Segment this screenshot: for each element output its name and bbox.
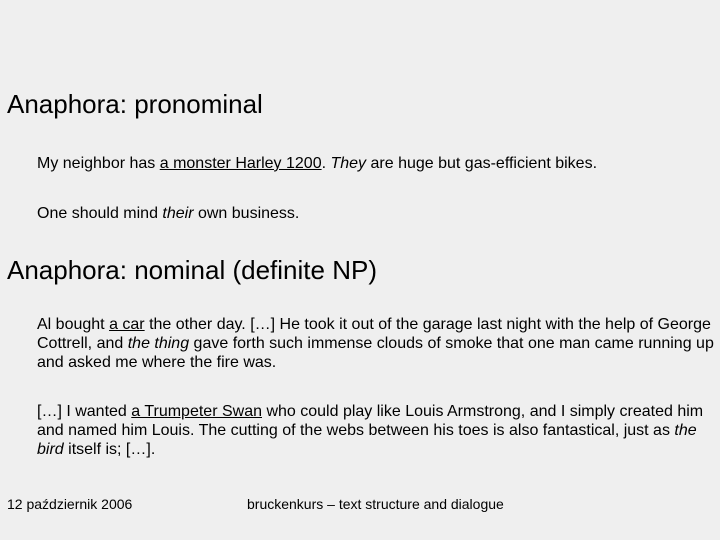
text-segment: […] I wanted — [37, 403, 132, 420]
italic-anaphor: They — [330, 155, 367, 172]
underlined-antecedent: a car — [109, 316, 145, 333]
text-segment: are huge but gas-efficient bikes. — [366, 155, 598, 172]
italic-anaphor: the thing — [127, 335, 190, 352]
text-segment: who could play like Louis Armstrong, and I simply created him and named him Louis. The cutting of the webs between his toes is also fantastical, just as — [37, 403, 704, 439]
section2-heading: Anaphora: nominal (definite NP) — [7, 255, 377, 285]
text-segment: own business. — [193, 205, 300, 222]
underlined-antecedent: a monster Harley 1200 — [159, 155, 322, 172]
text-segment: the other day. […] He took it out of the garage last night with the help of George Cottrell, and — [37, 316, 711, 352]
nominal-example-1 — [37, 315, 717, 372]
italic-anaphor: their — [162, 205, 194, 222]
nominal-example-2 — [37, 402, 717, 459]
text-segment: One should mind — [37, 205, 163, 222]
text-segment: . — [321, 155, 331, 172]
pronominal-example-2 — [37, 204, 717, 223]
text-segment: itself is; […]. — [63, 441, 156, 458]
text-segment: My neighbor has — [37, 155, 160, 172]
text-segment: gave forth such immense clouds of smoke that one man came running up and asked me where the fire was. — [37, 335, 714, 371]
italic-anaphor: the bird — [37, 422, 697, 458]
section1-heading: Anaphora: pronominal — [7, 89, 263, 119]
footer-date: 12 październik 2006 — [7, 496, 133, 512]
underlined-antecedent: a Trumpeter Swan — [131, 403, 262, 420]
text-segment: Al bought — [37, 316, 110, 333]
footer-course-title: bruckenkurs – text structure and dialogue — [247, 496, 504, 512]
pronominal-example-1 — [37, 154, 717, 173]
